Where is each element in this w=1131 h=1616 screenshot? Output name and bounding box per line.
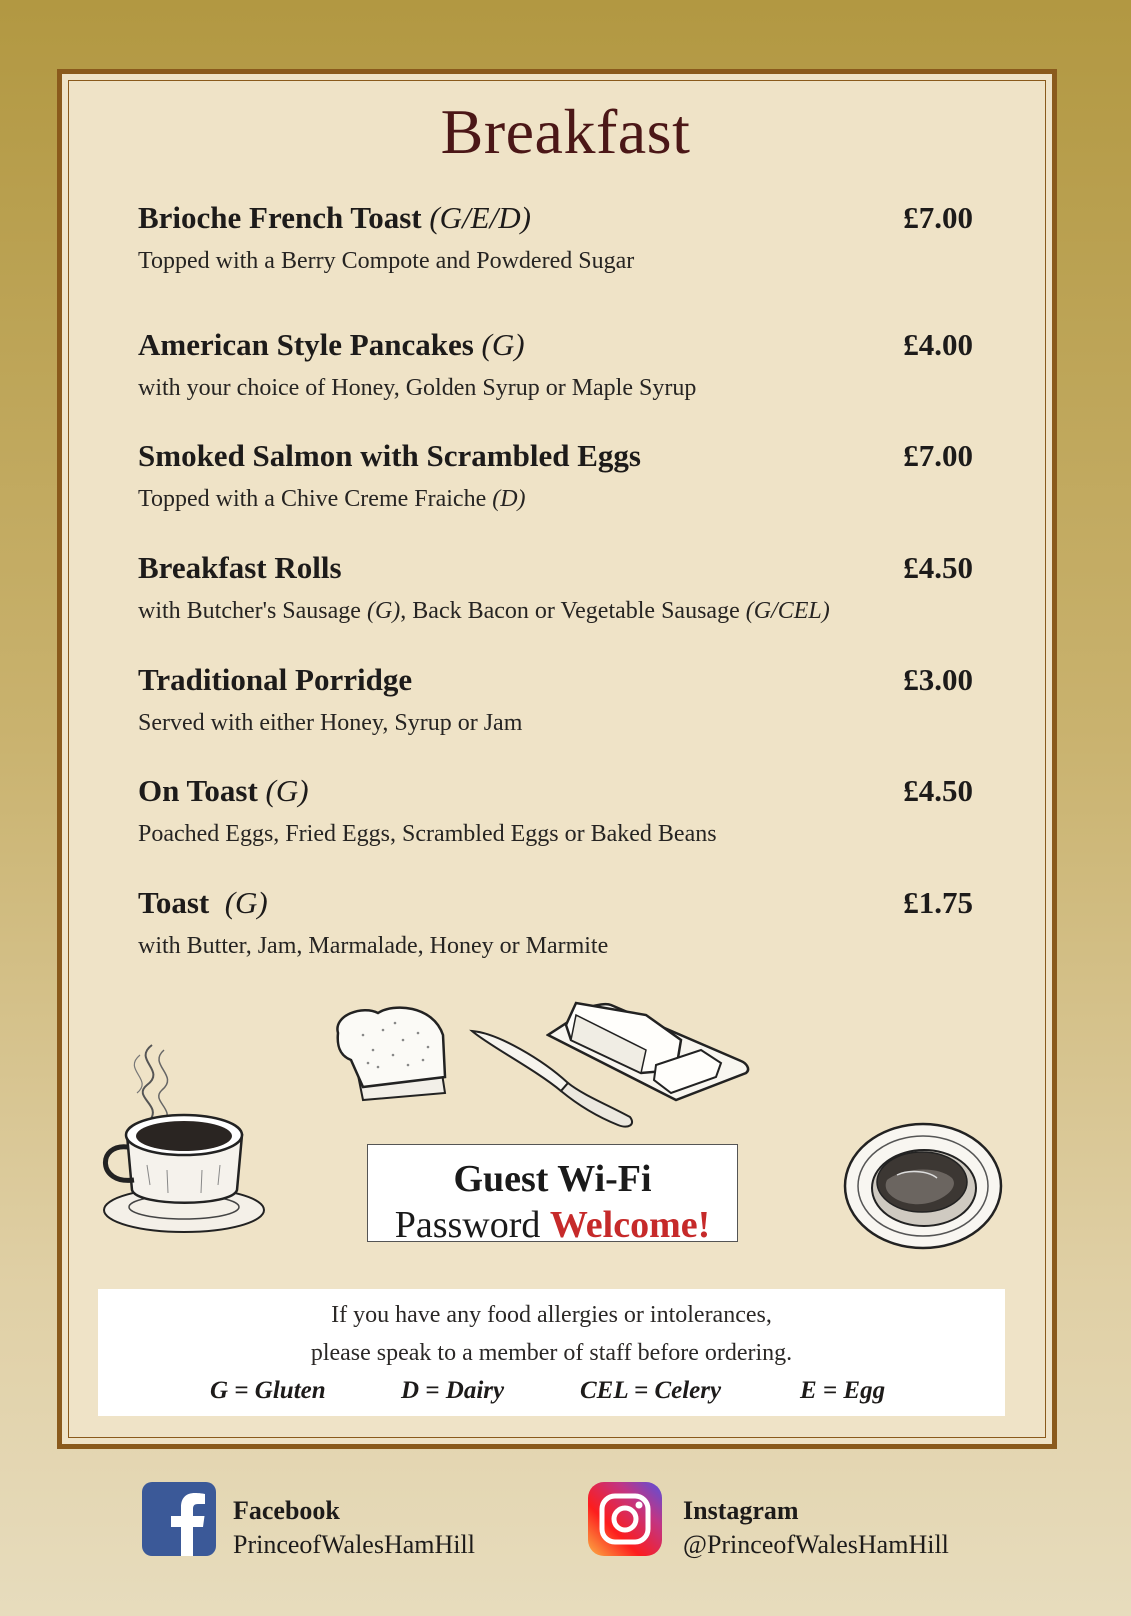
menu-item-title: Brioche French Toast xyxy=(138,200,422,235)
instagram-icon[interactable] xyxy=(588,1482,662,1556)
facebook-handle[interactable]: PrinceofWalesHamHill xyxy=(233,1530,475,1559)
menu-item-name xyxy=(138,550,342,586)
menu-item-price: £4.00 xyxy=(903,327,973,362)
toast-icon xyxy=(333,1005,458,1110)
menu-item-price: £3.00 xyxy=(903,662,973,697)
menu-item-header xyxy=(138,885,973,925)
menu-item-header xyxy=(138,327,973,367)
menu-item-name xyxy=(138,327,525,363)
menu-item xyxy=(138,550,973,624)
legend-celery: CEL = Celery xyxy=(580,1377,722,1404)
description-text: with your choice of Honey, Golden Syrup or Maple Syrup xyxy=(138,375,697,401)
description-text: Topped with a Berry Compote and Powdered Sugar xyxy=(138,248,635,274)
menu-item-description xyxy=(138,486,526,513)
menu-item xyxy=(138,438,973,512)
menu-item xyxy=(138,662,973,736)
description-text: , Back Bacon or Vegetable Sausage xyxy=(400,598,746,624)
instagram-label: Instagram xyxy=(683,1496,799,1525)
menu-item-allergens: (G) xyxy=(481,327,525,362)
menu-item-price: £1.75 xyxy=(903,885,973,920)
coffee-cup-icon xyxy=(92,1035,267,1235)
menu-item-price: £7.00 xyxy=(903,438,973,473)
menu-item-title: On Toast xyxy=(138,773,258,808)
menu-item-header xyxy=(138,773,973,813)
menu-item-header xyxy=(138,662,973,702)
description-allergen: (G/CEL) xyxy=(745,598,830,624)
legend-egg: E = Egg xyxy=(800,1377,886,1404)
description-text: with Butter, Jam, Marmalade, Honey or Marmite xyxy=(138,933,609,959)
wifi-password-value: Welcome! xyxy=(549,1204,711,1246)
menu-item-title: American Style Pancakes xyxy=(138,327,474,362)
menu-item-allergens: (G/E/D) xyxy=(429,200,531,235)
description-text: Poached Eggs, Fried Eggs, Scrambled Eggs or Baked Beans xyxy=(138,821,717,847)
menu-item-description xyxy=(138,710,522,737)
legend-gluten: G = Gluten xyxy=(210,1377,326,1404)
wifi-password-label: Password xyxy=(394,1204,541,1246)
allergy-notice xyxy=(98,1289,1005,1416)
description-text: Served with either Honey, Syrup or Jam xyxy=(138,710,523,736)
menu-item-name xyxy=(138,200,531,236)
menu-item-title: Smoked Salmon with Scrambled Eggs xyxy=(138,438,641,473)
menu-item-price: £4.50 xyxy=(903,550,973,585)
description-text: Topped with a Chive Creme Fraiche xyxy=(138,486,493,512)
facebook-label: Facebook xyxy=(233,1496,340,1525)
menu-item-name xyxy=(138,438,641,474)
legend-dairy: D = Dairy xyxy=(401,1377,505,1404)
menu-item-price: £7.00 xyxy=(903,200,973,235)
allergy-line-2: please speak to a member of staff before ordering. xyxy=(310,1340,793,1366)
menu-title: Breakfast xyxy=(440,96,691,167)
pancakes-plate-icon xyxy=(842,1120,1004,1252)
description-allergen: (D) xyxy=(492,486,526,512)
menu-item xyxy=(138,885,973,959)
menu-item-name xyxy=(138,773,309,809)
allergy-line-1: If you have any food allergies or intolerances, xyxy=(331,1302,772,1328)
wifi-panel xyxy=(367,1144,738,1246)
wifi-title: Guest Wi-Fi xyxy=(453,1158,652,1200)
menu-item-header xyxy=(138,200,973,240)
menu-item-price: £4.50 xyxy=(903,773,973,808)
menu-item-description xyxy=(138,248,634,275)
menu-item-description xyxy=(138,375,696,402)
menu-item-name xyxy=(138,662,412,698)
butter-dish-icon xyxy=(546,995,751,1105)
instagram-handle[interactable]: @PrinceofWalesHamHill xyxy=(683,1530,949,1559)
menu-item-title: Toast xyxy=(138,885,210,920)
menu-item-allergens: (G) xyxy=(216,885,268,920)
menu-item-name xyxy=(138,885,268,921)
menu-item-description xyxy=(138,821,717,848)
menu-item-description xyxy=(138,933,608,960)
menu-item-header xyxy=(138,550,973,590)
description-allergen: (G) xyxy=(366,598,401,624)
menu-item-title: Breakfast Rolls xyxy=(138,550,342,585)
description-text: with Butcher's Sausage xyxy=(138,598,367,624)
menu-item xyxy=(138,773,973,847)
menu-item-allergens: (G) xyxy=(265,773,309,808)
menu-item-description xyxy=(138,598,830,625)
menu-item xyxy=(138,327,973,401)
wifi-password-line xyxy=(368,1203,737,1247)
menu-item-header xyxy=(138,438,973,478)
menu-item-title: Traditional Porridge xyxy=(138,662,413,697)
facebook-icon[interactable] xyxy=(142,1482,216,1556)
menu-item xyxy=(138,200,973,274)
